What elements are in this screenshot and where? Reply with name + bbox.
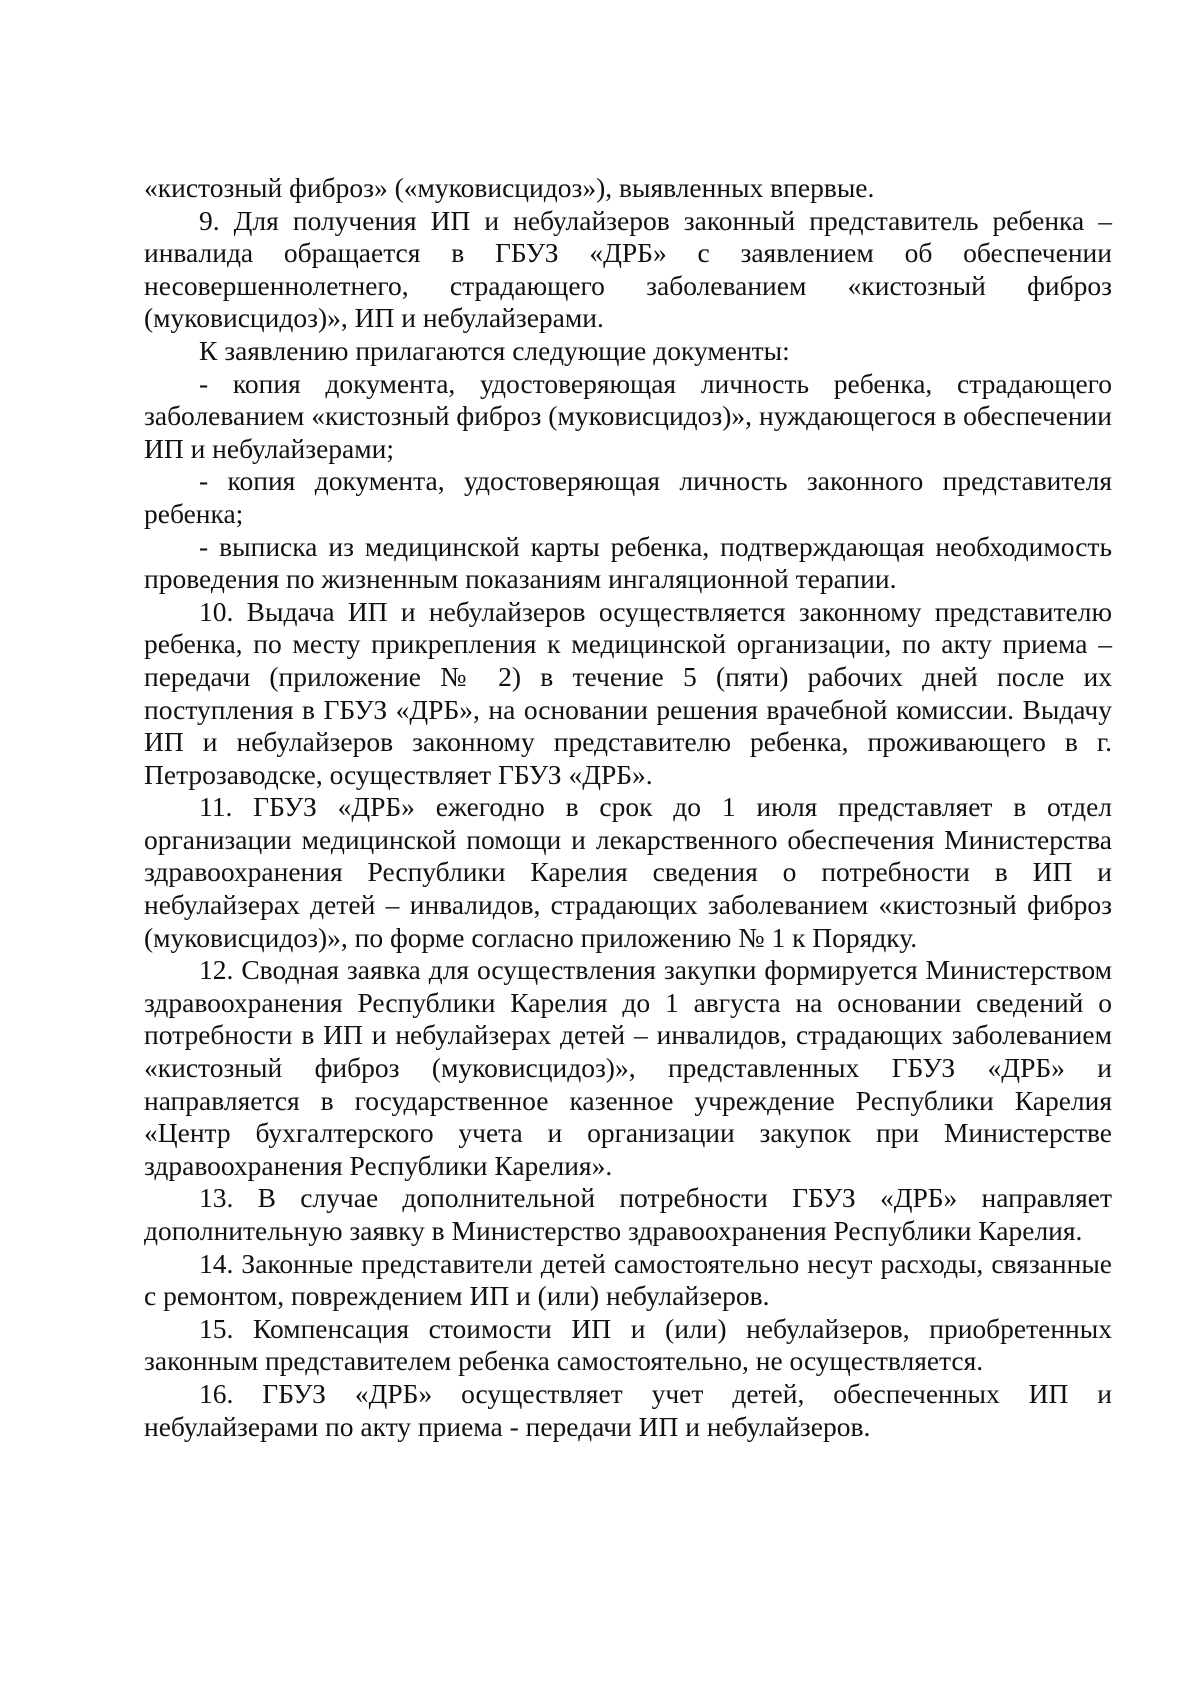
paragraph-attachment-3: - выписка из медицинской карты ребенка, подтверждающая необходимость проведения по жизненным показаниям ингаляционной терапии. bbox=[144, 530, 1112, 595]
paragraph-item-15: 15. Компенсация стоимости ИП и (или) небулайзеров, приобретенных законным представителем ребенка самостоятельно, не осуществляется. bbox=[144, 1312, 1112, 1377]
paragraph-item-16: 16. ГБУЗ «ДРБ» осуществляет учет детей, обеспеченных ИП и небулайзерами по акту приема - передачи ИП и небулайзеров. bbox=[144, 1377, 1112, 1442]
paragraph-attachments-intro: К заявлению прилагаются следующие документы: bbox=[199, 334, 790, 366]
paragraph-item-10: 10. Выдача ИП и небулайзеров осуществляется законному представителю ребенка, по месту прикрепления к медицинской организации, по акту приема – передачи (приложение № 2) в течение 5 (пяти) рабочих дней после их поступления в ГБУЗ «ДРБ», на основании решения врачебной комиссии. Выдачу ИП и небулайзеров законному представителю ребенка, проживающего в г. Петрозаводске, осуществляет ГБУЗ «ДРБ». bbox=[144, 595, 1112, 790]
paragraph-continuation: «кистозный фиброз» («муковисцидоз»), выявленных впервые. bbox=[144, 172, 875, 203]
document-page bbox=[144, 172, 1112, 1443]
paragraph-item-11: 11. ГБУЗ «ДРБ» ежегодно в срок до 1 июля представляет в отдел организации медицинской помощи и лекарственного обеспечения Министерства здравоохранения Республики Карелия сведения о потребности в ИП и небулайзерах детей – инвалидов, страдающих заболеванием «кистозный фиброз (муковисцидоз)», по форме согласно приложению № 1 к Порядку. bbox=[144, 791, 1112, 953]
paragraph-item-12: 12. Сводная заявка для осуществления закупки формируется Министерством здравоохранения Республики Карелия до 1 августа на основании сведений о потребности в ИП и небулайзерах детей – инвалидов, страдающих заболеванием «кистозный фиброз (муковисцидоз)», представленных ГБУЗ «ДРБ» и направляется в государственное казенное учреждение Республики Карелия «Центр бухгалтерского учета и организации закупок при Министерстве здравоохранения Республики Карелия». bbox=[144, 954, 1112, 1181]
paragraph-item-9: 9. Для получения ИП и небулайзеров законный представитель ребенка – инвалида обращается в ГБУЗ «ДРБ» с заявлением об обеспечении несовершеннолетнего, страдающего заболеванием «кистозный фиброз (муковисцидоз)», ИП и небулайзерами. bbox=[144, 204, 1112, 334]
paragraph-item-13: 13. В случае дополнительной потребности ГБУЗ «ДРБ» направляет дополнительную заявку в Министерство здравоохранения Республики Карелия. bbox=[144, 1182, 1112, 1246]
paragraph-attachment-1: - копия документа, удостоверяющая личность ребенка, страдающего заболеванием «кистозный фиброз (муковисцидоз)», нуждающегося в обеспечении ИП и небулайзерами; bbox=[144, 367, 1112, 464]
paragraph-attachment-2: - копия документа, удостоверяющая личность законного представителя ребенка; bbox=[144, 465, 1112, 529]
paragraph-item-14: 14. Законные представители детей самостоятельно несут расходы, связанные с ремонтом, повреждением ИП и (или) небулайзеров. bbox=[144, 1247, 1112, 1312]
